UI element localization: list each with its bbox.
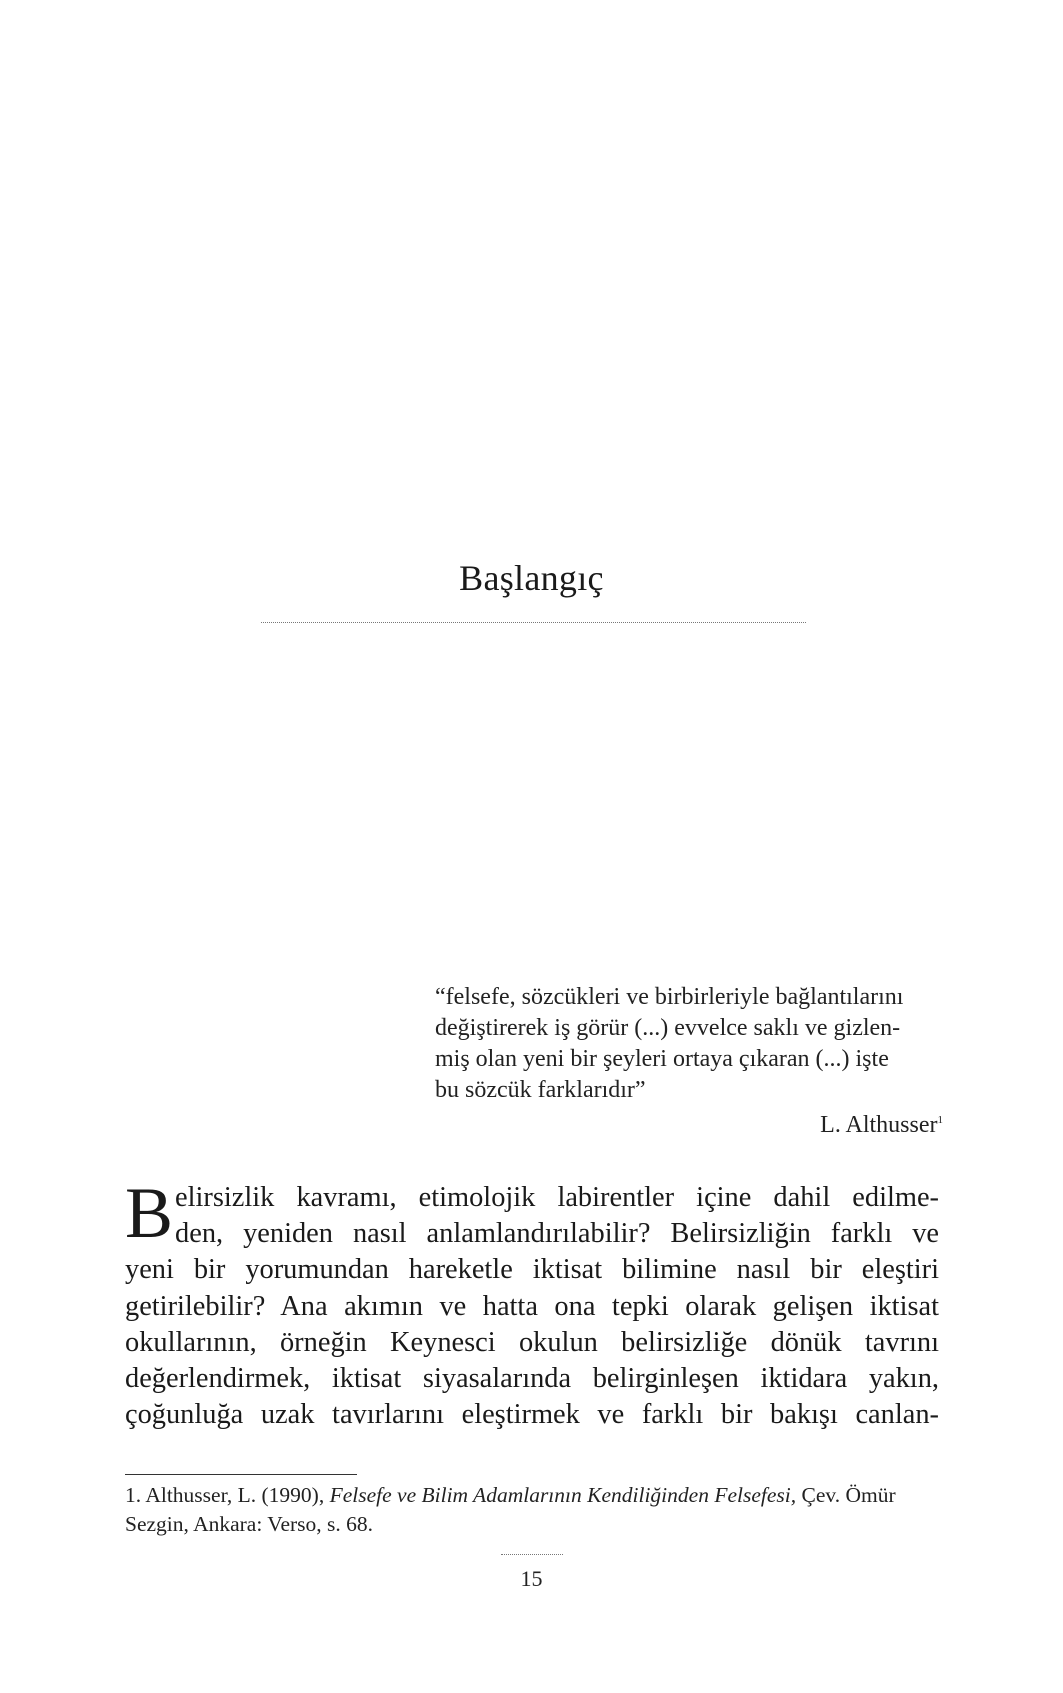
epigraph-line: miş olan yeni bir şeyleri ortaya çıkaran (...) işte bbox=[435, 1046, 889, 1072]
footnote-divider bbox=[125, 1474, 357, 1475]
page-number-divider bbox=[501, 1554, 563, 1555]
title-divider bbox=[261, 622, 806, 623]
epigraph-author: L. Althusser bbox=[820, 1112, 938, 1138]
body-line: getirilebilir? Ana akımın ve hatta ona tepki olarak gelişen iktisat bbox=[125, 1290, 939, 1322]
footnote-suffix: Çev. Ömür bbox=[796, 1483, 896, 1507]
epigraph-line: bu sözcük farklarıdır” bbox=[435, 1077, 646, 1103]
chapter-title: Başlangıç bbox=[459, 558, 604, 598]
footnote-book-title: Felsefe ve Bilim Adamlarının Kendiliğinden Felsefesi, bbox=[329, 1483, 797, 1507]
epigraph-attribution bbox=[820, 1110, 943, 1141]
footnote bbox=[125, 1481, 939, 1539]
footnote-line bbox=[125, 1481, 939, 1510]
footnote-prefix: 1. Althusser, L. (1990), bbox=[125, 1483, 330, 1507]
body-line: çoğunluğa uzak tavırlarını eleştirmek ve farklı bir bakışı canlan- bbox=[125, 1399, 939, 1431]
body-line: elirsizlik kavramı, etimolojik labirentler içine dahil edilme- bbox=[175, 1182, 939, 1213]
epigraph-quote bbox=[435, 982, 943, 1106]
drop-cap: B bbox=[125, 1173, 174, 1253]
body-line: değerlendirmek, iktisat siyasalarında belirginleşen iktidara yakın, bbox=[125, 1362, 939, 1394]
body-paragraph bbox=[125, 1173, 939, 1433]
epigraph-line: değiştirerek iş görür (...) evvelce saklı ve gizlen- bbox=[435, 1015, 901, 1041]
body-line: yeni bir yorumundan hareketle iktisat bilimine nasıl bir eleştiri bbox=[125, 1254, 939, 1286]
footnote-reference[interactable]: 1 bbox=[937, 1114, 943, 1126]
epigraph-line: “felsefe, sözcükleri ve birbirleriyle bağlantılarını bbox=[435, 984, 904, 1010]
page-number: 15 bbox=[520, 1566, 543, 1591]
footnote-line: Sezgin, Ankara: Verso, s. 68. bbox=[125, 1512, 374, 1536]
body-line: okullarının, örneğin Keynesci okulun belirsizliğe dönük tavrını bbox=[125, 1326, 939, 1358]
body-line: den, yeniden nasıl anlamlandırılabilir? Belirsizliğin farklı ve bbox=[175, 1218, 939, 1250]
